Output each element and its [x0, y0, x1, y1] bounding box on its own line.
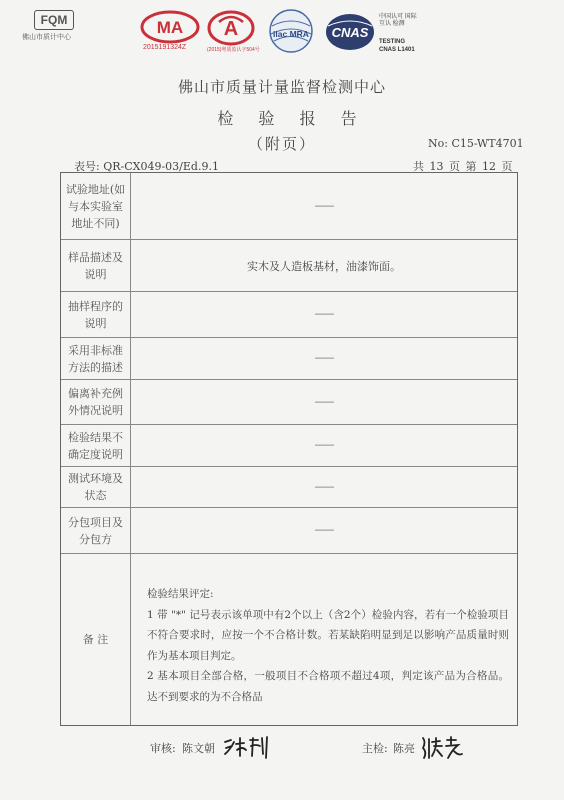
row-label: 试验地址(如与本实验室地址不同)	[61, 173, 131, 239]
ilac-mra-logo	[268, 8, 314, 54]
cal-caption: (2015)粤质监认字504号	[207, 47, 260, 53]
table-row	[61, 467, 517, 508]
cnas-code: CNAS L1401	[379, 47, 415, 53]
ma-number: 2015191324Z	[143, 44, 187, 51]
row-label: 采用非标准方法的描述	[61, 338, 131, 379]
row-label: 分包项目及分包方	[61, 508, 131, 553]
row-label: 检验结果不确定度说明	[61, 425, 131, 466]
row-value: --------	[314, 440, 334, 451]
reviewer-name: 陈文朝	[182, 742, 215, 755]
table-row	[61, 425, 517, 467]
cal-logo	[207, 10, 255, 46]
notes-item-2: 2 基本项目全部合格，一般项目不合格项不超过4项，判定该产品为合格品。达不到要求的为不合格品	[147, 670, 509, 703]
ma-logo	[140, 10, 200, 44]
row-value: --------	[314, 309, 334, 320]
reviewer-label: 审核:	[150, 742, 176, 755]
row-value: --------	[314, 353, 334, 364]
cnas-testing-text	[379, 38, 415, 54]
notes-content	[147, 584, 509, 707]
cnas-text: CNAS	[331, 25, 369, 40]
fqm-logo: FQM	[34, 10, 74, 30]
report-number: No: C15-WT4701	[428, 137, 524, 150]
row-value: --------	[314, 481, 334, 493]
reviewer-signature	[222, 734, 272, 760]
notes-heading: 检验结果评定:	[147, 588, 214, 600]
row-value: --------	[314, 200, 334, 212]
cnas-logo	[324, 12, 376, 52]
cnas-side-text: 中国认可 国际互认 检测	[379, 14, 417, 27]
table-row	[61, 338, 517, 380]
fqm-subtitle: 佛山市质计中心	[22, 34, 71, 41]
form-number: 表号: QR-CX049-03/Ed.9.1	[74, 160, 219, 173]
certification-logos	[0, 0, 564, 66]
row-label: 抽样程序的说明	[61, 292, 131, 337]
organization-name: 佛山市质量计量监督检测中心	[177, 78, 386, 96]
row-value: --------	[314, 525, 334, 536]
notes-row	[61, 554, 517, 725]
svg-text:MA: MA	[156, 18, 184, 37]
row-label: 偏离补充例外情况说明	[61, 380, 131, 424]
row-value: 实木及人造板基材，油漆饰面。	[247, 259, 401, 273]
table-row	[61, 380, 517, 425]
table-row	[61, 508, 517, 554]
supervisor-signature	[420, 734, 468, 762]
report-table	[60, 172, 518, 726]
notes-item-1: 1 带 "*" 记号表示该单项中有2个以上（含2个）检验内容，若有一个检验项目不符合要求时，应按一个不合格计数。若某缺陷明显到足以影响产品质量时则作为基本项目判定。	[147, 608, 509, 662]
table-row	[61, 292, 517, 338]
page-indicator: 共 13 页 第 12 页	[413, 160, 513, 173]
supervisor-label: 主检:	[362, 742, 388, 755]
supervisor-name: 陈亮	[393, 742, 415, 755]
ilac-text: ilac MRA	[273, 29, 309, 39]
notes-label: 备 注	[61, 554, 131, 725]
row-value: --------	[314, 396, 334, 408]
row-label: 测试环境及状态	[61, 467, 131, 507]
table-row	[61, 240, 517, 292]
svg-text:A: A	[223, 18, 239, 40]
table-row	[61, 173, 517, 240]
report-subtitle: （附页）	[247, 135, 316, 153]
report-title: 检 验 报 告	[217, 109, 367, 128]
cnas-testing-label: TESTING	[379, 39, 406, 45]
row-label: 样品描述及说明	[61, 240, 131, 291]
